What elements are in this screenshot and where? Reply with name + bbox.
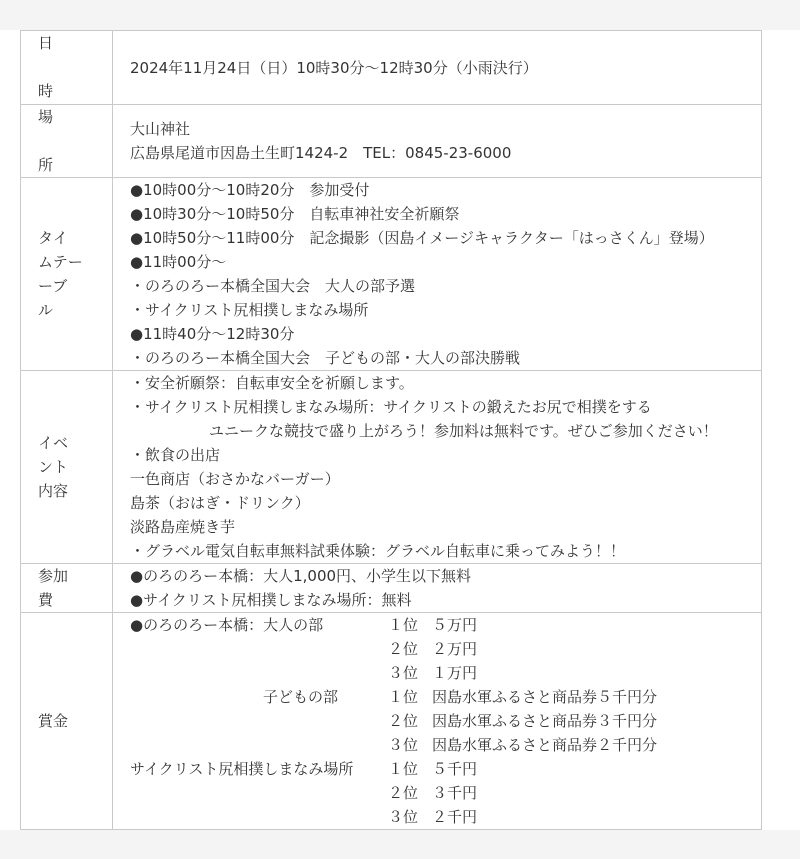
label-timetable-3: ーブ [38,277,68,295]
prize-category: ●のろのろー本橋：大人の部 [130,616,324,634]
value-fee [113,564,762,613]
date-text: 2024年11月24日（日）10時30分～12時30分（小雨決行） [130,58,538,77]
prize-rank: ２位 [388,712,419,730]
row-prizes [21,613,762,830]
prize-amount: 因島水軍ふるさと商品券２千円分 [432,736,658,754]
prize-category [130,805,388,829]
prize-rank: ３位 [388,808,419,826]
prize-rank: １位 [388,760,419,778]
value-prizes [113,613,762,830]
place-name: 大山神社 [130,120,191,138]
label-fee-1: 参加 [38,567,69,585]
events-line: ・グラベル電気自転車無料試乗体験：グラベル自転車に乗ってみよう！！ [130,542,626,560]
value-date [113,31,762,105]
label-events-3: 内容 [38,482,69,500]
label-place-1: 場 [38,108,54,126]
fee-line: ●サイクリスト尻相撲しまなみ場所：無料 [130,591,412,609]
prize-rank: ３位 [388,664,419,682]
events-line: ・安全祈願祭：自転車安全を祈願します。 [130,374,414,392]
events-line: ユニークな競技で盛り上がろう！参加料は無料です。ぜひご参加ください！ [209,422,718,440]
prize-amount: 因島水軍ふるさと商品券３千円分 [432,712,658,730]
prize-category: サイクリスト尻相撲しまなみ場所 [130,760,354,778]
timetable-line: ・サイクリスト尻相撲しまなみ場所 [130,301,369,319]
row-date [21,31,762,105]
timetable-line: ●10時30分～10時50分 自転車神社安全祈願祭 [130,205,460,223]
prize-category: 子どもの部 [262,688,338,706]
label-timetable-4: ル [38,301,54,319]
event-info-table [20,30,762,830]
label-fee-2: 費 [38,591,54,609]
label-fee [21,564,113,613]
fee-line: ●のろのろー本橋：大人1,000円、小学生以下無料 [130,567,472,585]
prize-rank: ２位 [388,784,419,802]
label-timetable-2: ムテー [38,253,83,271]
value-timetable [113,178,762,371]
row-place [21,105,762,178]
label-date-2: 時 [38,82,54,100]
label-date [21,31,113,105]
prize-rank: ２位 [388,640,419,658]
place-address: 広島県尾道市因島土生町1424-2 TEL：0845-23-6000 [130,144,512,162]
label-place [21,105,113,178]
label-events [21,371,113,564]
row-fee [21,564,762,613]
timetable-line: ●11時40分～12時30分 [130,325,295,343]
prize-amount: ５万円 [432,616,478,634]
label-events-2: ント [38,458,69,476]
events-line: 島茶（おはぎ・ドリンク） [130,494,310,512]
prize-amount: 因島水軍ふるさと商品券５千円分 [432,688,658,706]
prize-amount: ２万円 [432,640,478,658]
value-events [113,371,762,564]
timetable-line: ●10時00分～10時20分 参加受付 [130,181,370,199]
timetable-line: ●10時50分～11時00分 記念撮影（因島イメージキャラクター「はっさくん」登場） [130,229,714,247]
prize-rank: １位 [388,616,419,634]
prize-amount: ２千円 [432,808,478,826]
value-place [113,105,762,178]
page [0,30,800,830]
prize-category [130,661,388,685]
prize-category [130,733,388,757]
prize-category [130,781,388,805]
prize-amount: １万円 [432,664,478,682]
events-line: ・サイクリスト尻相撲しまなみ場所：サイクリストの鍛えたお尻で相撲をする [130,398,652,416]
events-line: 一色商店（おさかなバーガー） [130,470,340,488]
prize-amount: ３千円 [432,784,478,802]
prize-grid [130,613,761,829]
timetable-line: ・のろのろー本橋全国大会 大人の部予選 [130,277,416,295]
prize-category [130,637,388,661]
events-line: ・飲食の出店 [130,446,221,464]
label-prizes [21,613,113,830]
row-timetable [21,178,762,371]
events-line: 淡路島産焼き芋 [130,518,236,536]
prize-amount: ５千円 [432,760,478,778]
label-date-1: 日 [38,34,54,52]
label-place-2: 所 [38,156,54,174]
prize-rank: ３位 [388,736,419,754]
label-timetable [21,178,113,371]
label-events-1: イベ [38,434,69,452]
timetable-line: ●11時00分～ [130,253,227,271]
label-timetable-1: タイ [38,229,68,247]
prize-rank: １位 [388,688,419,706]
row-events [21,371,762,564]
label-prizes-text: 賞金 [38,712,69,730]
prize-category [130,709,388,733]
timetable-line: ・のろのろー本橋全国大会 子どもの部・大人の部決勝戦 [130,349,521,367]
